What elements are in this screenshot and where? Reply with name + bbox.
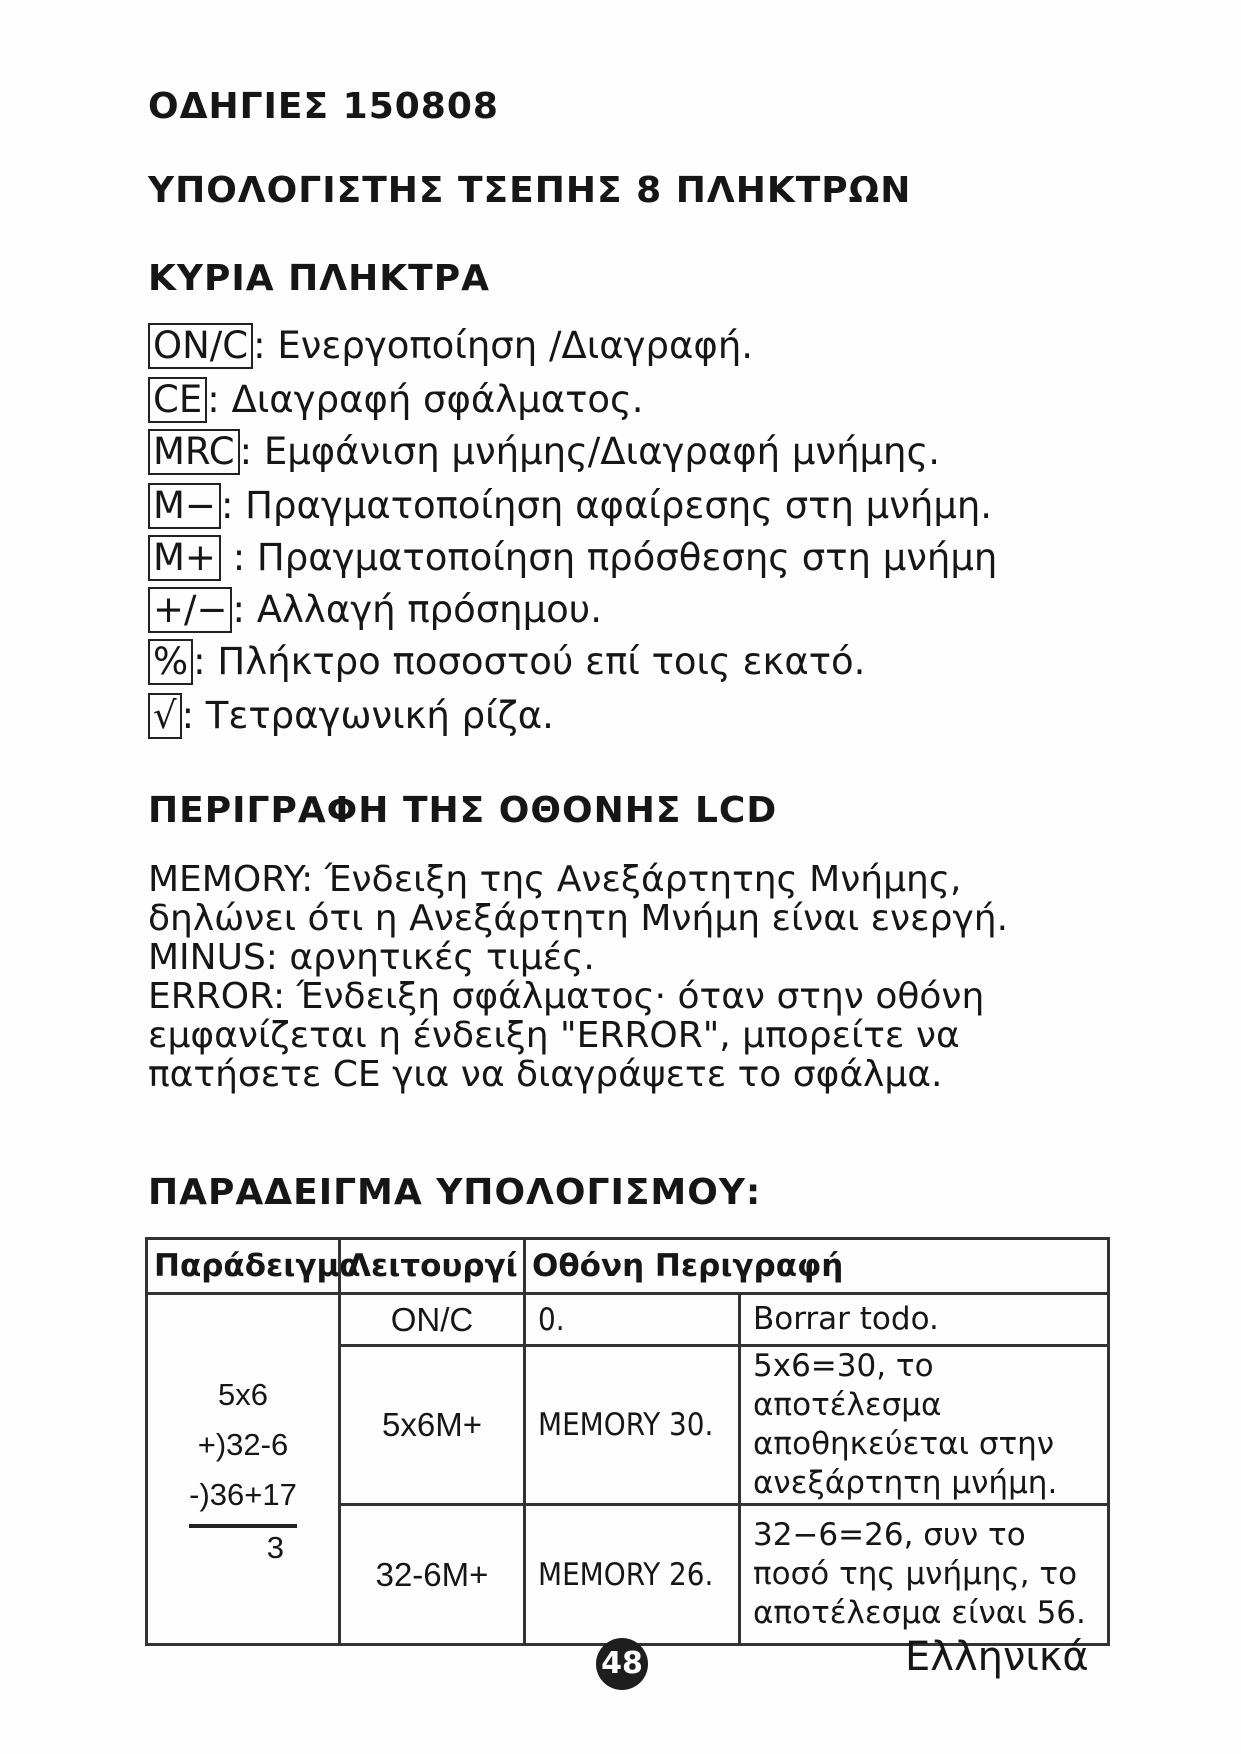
example-cell xyxy=(147,1294,340,1645)
lcd-description xyxy=(148,860,1008,1094)
key-box-m-plus: M+ xyxy=(148,535,221,581)
example-line: +)32-6 xyxy=(197,1427,289,1462)
calc-example-heading: ΠΑΡΑΔΕΙΓΜΑ ΥΠΟΛΟΓΙΣΜΟΥ: xyxy=(148,1172,762,1213)
calc-example-table xyxy=(145,1237,1110,1646)
page-number-badge: 48 xyxy=(596,1638,648,1690)
example-line: 5x6 xyxy=(218,1377,268,1412)
key-row-m-minus xyxy=(148,482,992,529)
key-row-percent xyxy=(148,638,865,685)
key-row-m-plus xyxy=(148,534,997,581)
key-desc: : Πραγματοποίηση αφαίρεσης στη μνήμη. xyxy=(220,484,993,527)
lcd-line: πατήσετε CE για να διαγράψετε το σφάλμα. xyxy=(148,1054,943,1095)
display-cell: MEMORY 26. xyxy=(525,1505,740,1645)
function-cell: 32-6M+ xyxy=(340,1505,525,1645)
function-cell: ON/C xyxy=(340,1294,525,1346)
key-box-onc: ON/C xyxy=(148,323,253,369)
display-cell: MEMORY 30. xyxy=(525,1346,740,1505)
key-row-mrc xyxy=(148,428,940,475)
doc-code-heading: ΟΔΗΓΙΕΣ 150808 xyxy=(148,86,499,127)
key-desc: : Αλλαγή πρόσημου. xyxy=(232,588,602,631)
lcd-heading: ΠΕΡΙΓΡΑΦΗ ΤΗΣ ΟΘΟΝΗΣ LCD xyxy=(148,790,778,831)
lcd-line: MINUS: αρνητικές τιμές. xyxy=(148,937,595,978)
key-desc: : Εμφάνιση μνήμης/Διαγραφή μνήμης. xyxy=(239,430,940,473)
header-display-description: Οθόνη Περιγραφή xyxy=(525,1239,1109,1294)
key-desc: : Διαγραφή σφάλματος. xyxy=(207,378,644,421)
description-cell: 5x6=30, το αποτέλεσμα αποθηκεύεται στην ανεξάρτητη μνήμη. xyxy=(740,1346,1109,1505)
table-row xyxy=(147,1294,1109,1346)
key-box-percent: % xyxy=(148,639,193,685)
main-keys-heading: ΚΥΡΙΑ ΠΛΗΚΤΡΑ xyxy=(148,258,490,299)
function-cell: 5x6M+ xyxy=(340,1346,525,1505)
description-cell: Borrar todo. xyxy=(740,1294,1109,1346)
lcd-line: εμφανίζεται η ένδειξη "ERROR", μπορείτε να xyxy=(148,1015,960,1056)
key-row-onc xyxy=(148,322,753,369)
header-function: Λειτουργί xyxy=(340,1239,525,1294)
lcd-line: δηλώνει ότι η Ανεξάρτητη Μνήμη είναι ενεργή. xyxy=(148,898,1009,939)
key-row-sign xyxy=(148,586,602,633)
example-line: -)36+17 xyxy=(189,1477,297,1512)
key-box-sqrt: √ xyxy=(148,693,182,739)
key-box-mrc: MRC xyxy=(148,429,240,475)
lcd-line: MEMORY: Ένδειξη της Ανεξάρτητης Μνήμης, xyxy=(148,859,962,900)
description-cell: 32−6=26, συν το ποσό της μνήμης, το αποτέλεσμα είναι 56. xyxy=(740,1505,1109,1645)
key-desc: : Ενεργοποίηση /Διαγραφή. xyxy=(253,324,754,367)
lcd-line: ERROR: Ένδειξη σφάλματος· όταν στην οθόνη xyxy=(148,976,985,1017)
key-row-ce xyxy=(148,376,644,423)
key-box-ce: CE xyxy=(148,377,207,423)
key-desc: : Πραγματοποίηση πρόσθεσης στη μνήμη xyxy=(220,536,998,579)
key-box-m-minus: M− xyxy=(148,483,221,529)
key-box-sign: +/− xyxy=(148,587,232,633)
language-label: Ελληνικά xyxy=(905,1634,1089,1680)
key-desc: : Τετραγωνική ρίζα. xyxy=(181,694,554,737)
key-row-sqrt xyxy=(148,692,554,739)
example-result: 3 xyxy=(266,1530,284,1565)
display-cell: 0. xyxy=(525,1294,740,1346)
key-desc: : Πλήκτρο ποσοστού επί τοις εκατό. xyxy=(193,640,866,683)
header-example: Παράδειγμα xyxy=(147,1239,340,1294)
product-heading: ΥΠΟΛΟΓΙΣΤΗΣ ΤΣΕΠΗΣ 8 ΠΛΗΚΤΡΩΝ xyxy=(148,170,912,211)
table-header-row xyxy=(147,1239,1109,1294)
